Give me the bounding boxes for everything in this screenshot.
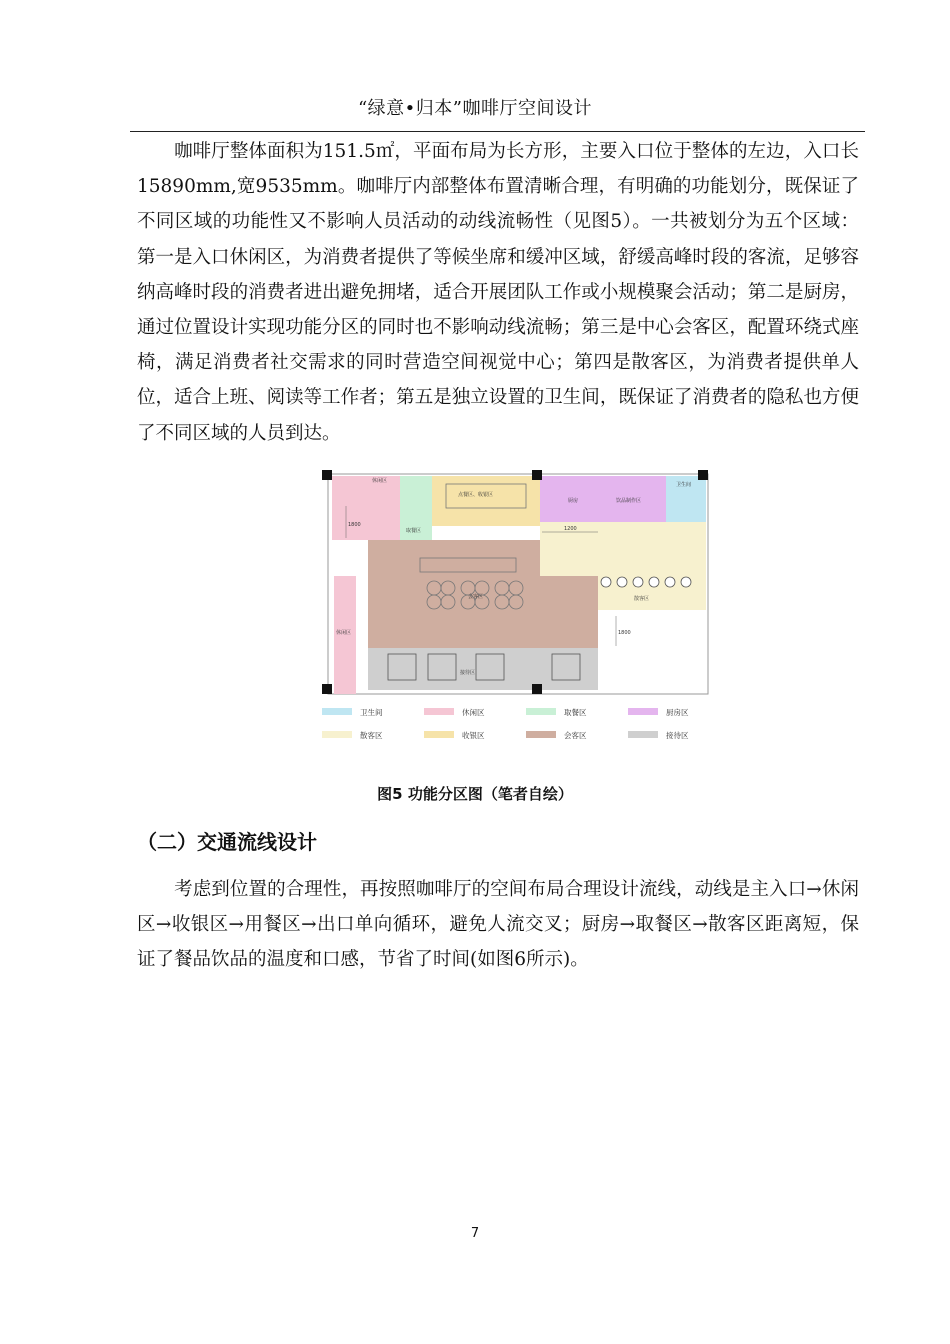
plan-label-casual: 散客区 (634, 596, 650, 602)
running-header: “绿意•归本”咖啡厅空间设计 (357, 98, 593, 119)
plan-label-reception: 接待区 (460, 670, 476, 676)
legend-label-meeting: 会客区 (564, 731, 587, 740)
body-paragraph-2-text: 考虑到位置的合理性，再按照咖啡厅的空间布局合理设计流线，动线是主入口→休闲区→收银区→用餐区→出口单向循环，避免人流交叉；厨房→取餐区→散客区距离短，保证了餐品饮品的温度和口感，节省了时间(如图6所示)。 (137, 879, 859, 971)
plan-label-wc: 卫生间 (676, 482, 692, 488)
plan-dim-1200: 1200 (564, 526, 577, 532)
legend-swatch-kitchen (628, 708, 658, 715)
legend-swatch-cashier (424, 731, 454, 738)
legend-swatch-rest (424, 708, 454, 715)
legend-swatch-casual (322, 731, 352, 738)
legend-swatch-meeting (526, 731, 556, 738)
zone-meeting (368, 540, 540, 648)
zone-kitchen (540, 476, 666, 522)
zoning-floor-plan-figure (316, 466, 712, 749)
plan-label-cashier: 点餐区、收银区 (458, 492, 494, 498)
figure-caption: 图5 功能分区图（笔者自绘） (377, 785, 573, 803)
plan-label-meeting: 会客区 (468, 594, 484, 600)
header-rule (130, 131, 865, 132)
legend-label-cashier: 收银区 (462, 731, 485, 740)
body-paragraph-2 (137, 872, 859, 978)
legend-swatch-pickup (526, 708, 556, 715)
plan-dim-1800a: 1800 (348, 522, 361, 528)
zone-rest-top (332, 476, 400, 540)
floor-plan-svg (316, 466, 712, 749)
legend-swatch-reception (628, 731, 658, 738)
legend-label-pickup: 取餐区 (564, 708, 587, 717)
plan-label-pickup: 取餐区 (406, 528, 422, 534)
legend-swatch-wc (322, 708, 352, 715)
plan-dim-1800b: 1800 (618, 630, 631, 636)
legend-label-rest: 休闲区 (462, 708, 485, 717)
body-paragraph-1 (137, 134, 859, 451)
zone-cashier (432, 476, 540, 526)
body-paragraph-1-text: 咖啡厅整体面积为151.5㎡，平面布局为长方形，主要入口位于整体的左边，入口长15890mm,宽9535mm。咖啡厅内部整体布置清晰合理，有明确的功能划分，既保证了不同区域的功能性又不影响人员活动的动线流畅性（见图5）。一共被划分为五个区域：第一是入口休闲区，为消费者提供了等候坐席和缓冲区域，舒缓高峰时段的客流，足够容纳高峰时段的消费者进出避免拥堵，适合开展团队工作或小规模聚会活动；第二是厨房，通过位置设计实现功能分区的同时也不影响动线流畅；第三是中心会客区，配置环绕式座椅，满足消费者社交需求的同时营造空间视觉中心；第四是散客区，为消费者提供单人位，适合上班、阅读等工作者；第五是独立设置的卫生间，既保证了消费者的隐私也方便了不同区域的人员到达。 (137, 141, 859, 444)
plan-label-rest-side: 休闲区 (336, 630, 352, 636)
section-heading: （二）交通流线设计 (137, 830, 317, 854)
legend-label-wc: 卫生间 (360, 708, 383, 717)
legend-label-reception: 接待区 (666, 731, 689, 740)
plan-label-rest: 休闲区 (372, 478, 388, 484)
legend-label-casual: 散客区 (360, 731, 383, 740)
plan-label-prep: 饮品制作区 (616, 498, 642, 504)
page-number: 7 (470, 1226, 480, 1241)
plan-label-kitchen: 厨房 (568, 498, 579, 504)
legend-label-kitchen: 厨房区 (666, 708, 689, 717)
